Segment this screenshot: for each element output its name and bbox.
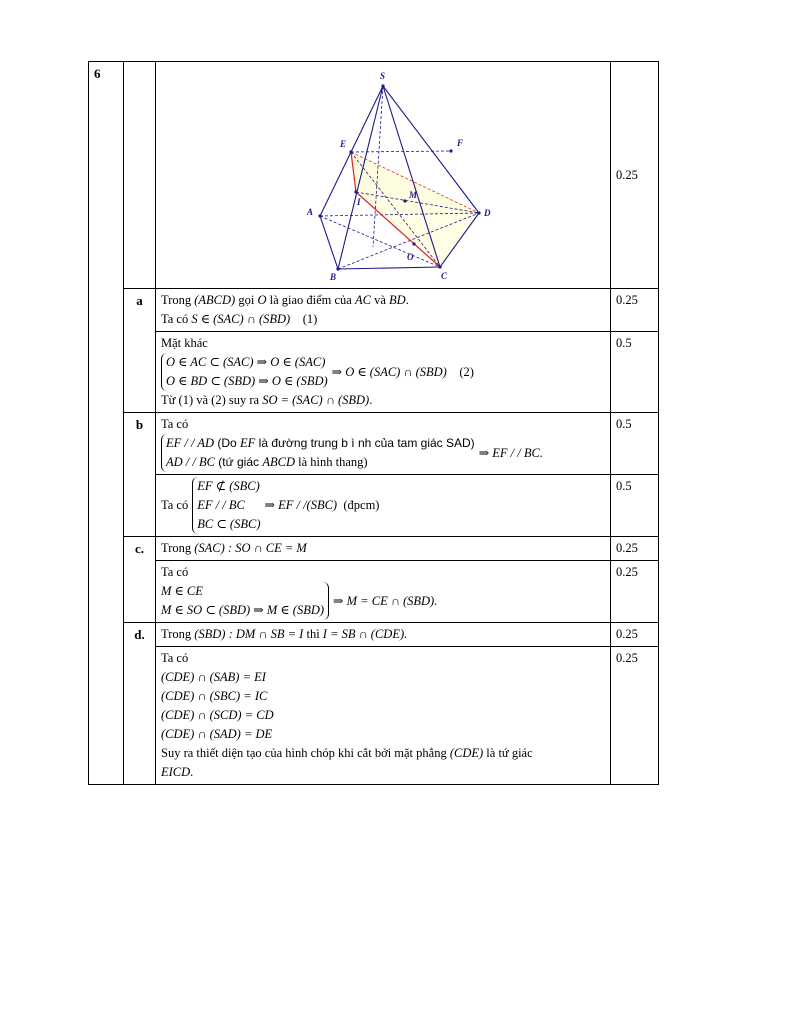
part-d-row2 bbox=[89, 647, 659, 785]
score-a2: 0.5 bbox=[611, 332, 659, 413]
part-d-row1 bbox=[89, 623, 659, 647]
figure-row bbox=[89, 62, 659, 289]
score-d2: 0.25 bbox=[611, 647, 659, 785]
score-b2: 0.5 bbox=[611, 475, 659, 537]
part-a-row1 bbox=[89, 289, 659, 332]
label-O: O bbox=[407, 252, 414, 262]
score-b1: 0.5 bbox=[611, 413, 659, 475]
score-d1: 0.25 bbox=[611, 623, 659, 647]
part-b-text1: Ta có EF / / AD (Do EF là đường trung b ì nh của tam giác SAD) AD / / BC (tứ giác ABCD là hình thang) ⇒ EF / / BC. bbox=[156, 413, 611, 475]
label-E: E bbox=[340, 139, 347, 149]
label-S: S bbox=[380, 71, 386, 81]
part-d-text1: Trong (SBD) : DM ∩ SB = I thì I = SB ∩ (CDE). bbox=[156, 623, 611, 647]
part-c-text2: Ta có M ∈ CE M ∈ SO ⊂ (SBD) ⇒ M ∈ (SBD) ⇒ M = CE ∩ (SBD). bbox=[156, 561, 611, 623]
part-c-text1: Trong (SAC) : SO ∩ CE = M bbox=[156, 537, 611, 561]
part-a-label: a bbox=[124, 289, 156, 413]
pyramid-diagram bbox=[273, 64, 513, 286]
part-d-label: d. bbox=[124, 623, 156, 785]
part-d-text2: Ta có (CDE) ∩ (SAB) = EI (CDE) ∩ (SBC) = IC (CDE) ∩ (SCD) = CD (CDE) ∩ (SAD) = DE Suy ra thiết diện tạo của hình chóp khi cắt bởi mặt phẳng (CDE) là tứ giác EICD. bbox=[156, 647, 611, 785]
label-F: F bbox=[457, 138, 464, 148]
part-a-text2: Mặt khác O ∈ AC ⊂ (SAC) ⇒ O ∈ (SAC) O ∈ BD ⊂ (SBD) ⇒ O ∈ (SBD) ⇒ O ∈ (SAC) ∩ (SBD) (2) Từ (1) và (2) suy ra SO = (SAC) ∩ (SBD). bbox=[156, 332, 611, 413]
part-b-text2: Ta có EF ⊄ (SBC) EF / / BC BC ⊂ (SBC) ⇒ EF / /(SBC) (đpcm) bbox=[156, 475, 611, 537]
score-c1: 0.25 bbox=[611, 537, 659, 561]
part-a-text1: Trong (ABCD) gọi O là giao điểm của AC và BD. Ta có S ∈ (SAC) ∩ (SBD) (1) bbox=[156, 289, 611, 332]
score-figure: 0.25 bbox=[611, 62, 659, 289]
empty-label-cell bbox=[124, 62, 156, 289]
figure-cell bbox=[156, 62, 611, 289]
label-B: B bbox=[330, 272, 337, 282]
part-a-row2 bbox=[89, 332, 659, 413]
label-A: A bbox=[307, 207, 314, 217]
part-c-row1 bbox=[89, 537, 659, 561]
part-b-label: b bbox=[124, 413, 156, 537]
label-D: D bbox=[484, 208, 491, 218]
question-number: 6 bbox=[89, 62, 124, 785]
score-a1: 0.25 bbox=[611, 289, 659, 332]
pyramid-figure bbox=[161, 64, 605, 286]
part-c-row2 bbox=[89, 561, 659, 623]
label-C: C bbox=[441, 271, 448, 281]
part-b-row2 bbox=[89, 475, 659, 537]
part-b-row1 bbox=[89, 413, 659, 475]
label-I: I bbox=[357, 197, 361, 207]
label-M: M bbox=[409, 190, 418, 200]
solution-table bbox=[88, 61, 659, 785]
score-c2: 0.25 bbox=[611, 561, 659, 623]
part-c-label: c. bbox=[124, 537, 156, 623]
